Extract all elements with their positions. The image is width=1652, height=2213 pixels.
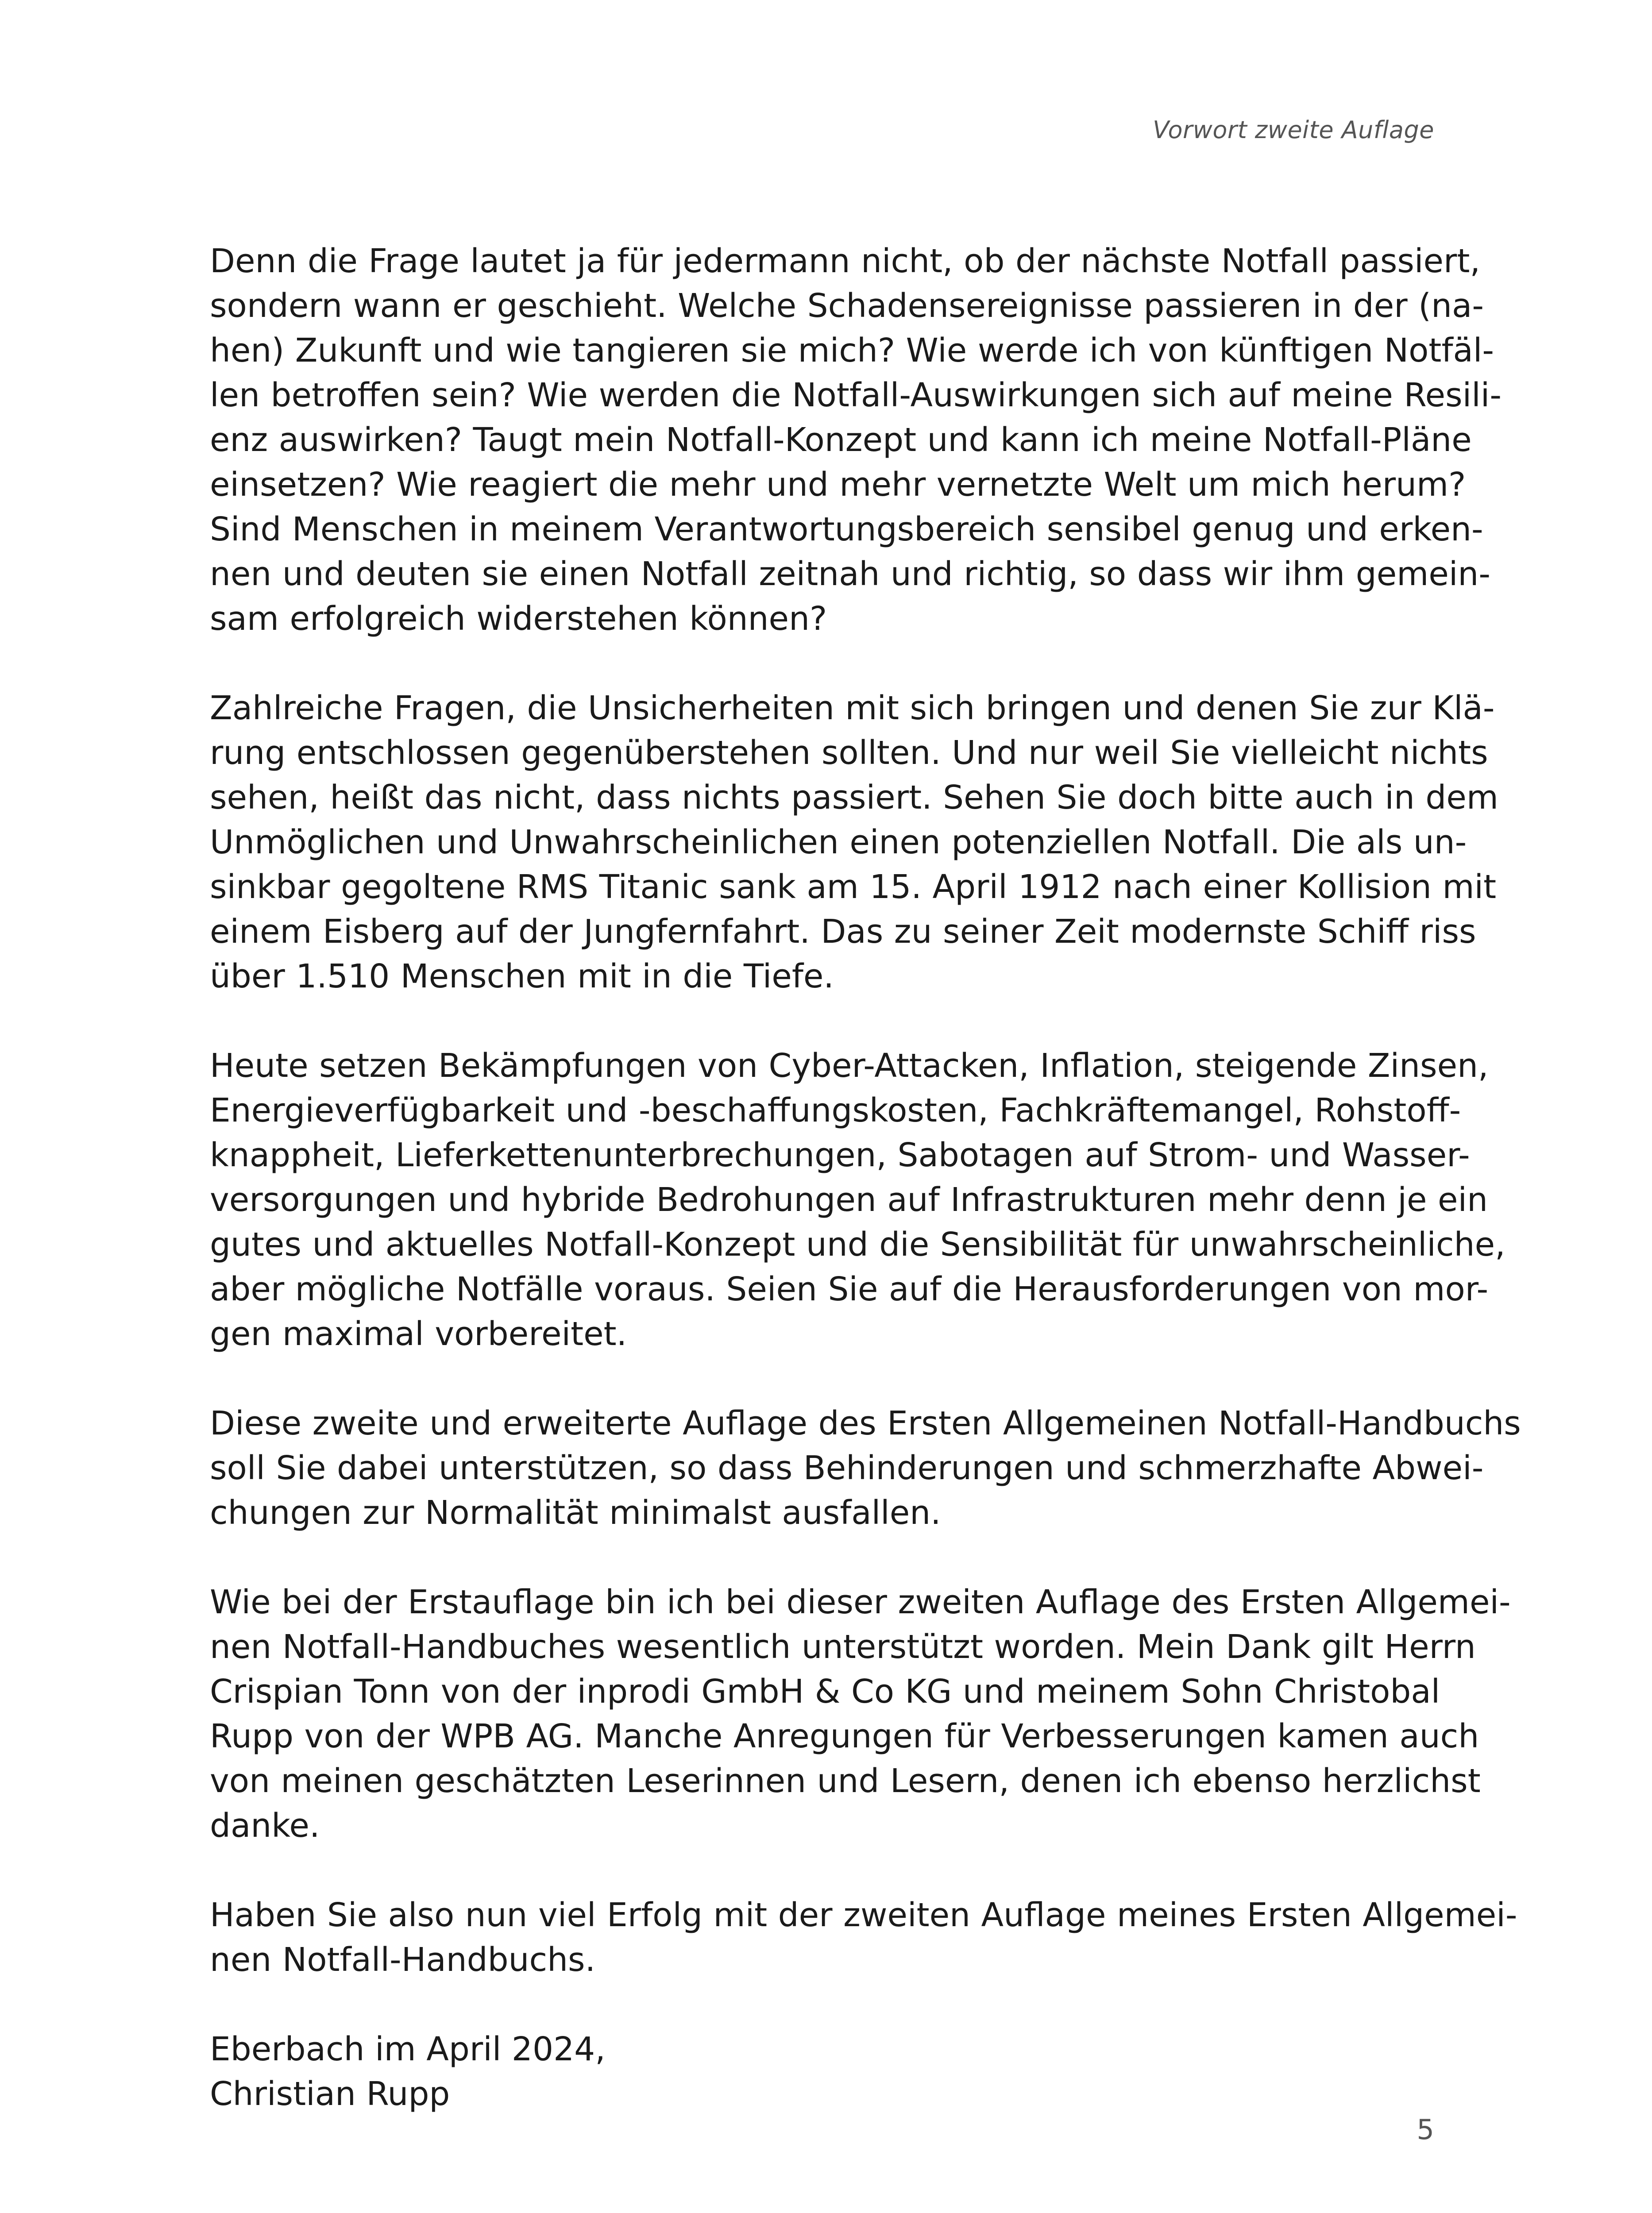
closing-signature — [210, 2027, 1445, 2117]
author-name: Christian Rupp — [210, 2075, 450, 2113]
paragraph-wishes: Haben Sie also nun viel Erfolg mit der zweiten Auflage meines Ersten Allgemei- nen Notfall-Handbuchs. — [210, 1896, 1517, 1979]
paragraph-acknowledgements: Wie bei der Erstauflage bin ich bei dieser zweiten Auflage des Ersten Allgemei- nen Notfall-Handbuches wesentlich unterstützt worden. Mein Dank gilt Herrn Crispian Tonn von der inprodi GmbH & Co KG und meinem Sohn Christobal Rupp von der WPB AG. Manche Anregungen für Verbesserungen kamen auch von meinen geschätzten Leserinnen und Lesern, denen ich ebenso herzlichst danke. — [210, 1583, 1511, 1845]
paragraph-questions: Denn die Frage lautet ja für jedermann nicht, ob der nächste Notfall passiert, sondern wann er geschieht. Welche Schadensereignisse passieren in der (na- hen) Zukunft und wie tangieren sie mich? Wie werde ich von künftigen Notfäl- len betroffen sein? Wie werden die Notfall-Auswirkungen sich auf meine Resili- enz auswirken? Taugt mein Notfall-Konzept und kann ich meine Notfall-Pläne einsetzen? Wie reagiert die mehr und mehr vernetzte Welt um mich herum? Sind Menschen in meinem Verantwortungsbereich sensibel genug und erken- nen und deuten sie einen Notfall zeitnah und richtig, so dass wir ihm gemein- sam erfolgreich widerstehen können? — [210, 242, 1502, 638]
page-number: 5 — [1417, 2113, 1434, 2146]
place-date: Eberbach im April 2024, — [210, 2030, 606, 2068]
paragraph-current-threats: Heute setzen Bekämpfungen von Cyber-Attacken, Inflation, steigende Zinsen, Energieverfügbarkeit und -beschaffungskosten, Fachkräftemangel, Rohstoff- knappheit, Lieferkettenunterbrechungen, Sabotagen auf Strom- und Wasser- versorgungen und hybride Bedrohungen auf Infrastrukturen mehr denn je ein gutes und aktuelles Notfall-Konzept und die Sensibilität für unwahrscheinliche, aber mögliche Notfälle voraus. Seien Sie auf die Herausforderungen von mor- gen maximal vorbereitet. — [210, 1047, 1505, 1353]
running-header: Vorwort zweite Auflage — [1153, 116, 1434, 144]
paragraph-titanic: Zahlreiche Fragen, die Unsicherheiten mit sich bringen und denen Sie zur Klä- rung entschlossen gegenüberstehen sollten. Und nur weil Sie vielleicht nichts sehen, heißt das nicht, dass nichts passiert. Sehen Sie doch bitte auch in dem Unmöglichen und Unwahrscheinlichen einen potenziellen Notfall. Die als un- sinkbar gegoltene RMS Titanic sank am 15. April 1912 nach einer Kollision mit einem Eisberg auf der Jungfernfahrt. Das zu seiner Zeit modernste Schiff riss über 1.510 Menschen mit in die Tiefe. — [210, 689, 1498, 995]
body-text — [210, 239, 1521, 2117]
paragraph-purpose: Diese zweite und erweiterte Auflage des Ersten Allgemeinen Notfall-Handbuchs soll Sie dabei unterstützen, so dass Behinderungen und schmerzhafte Abwei- chungen zur Normalität minimalst ausfallen. — [210, 1404, 1521, 1532]
